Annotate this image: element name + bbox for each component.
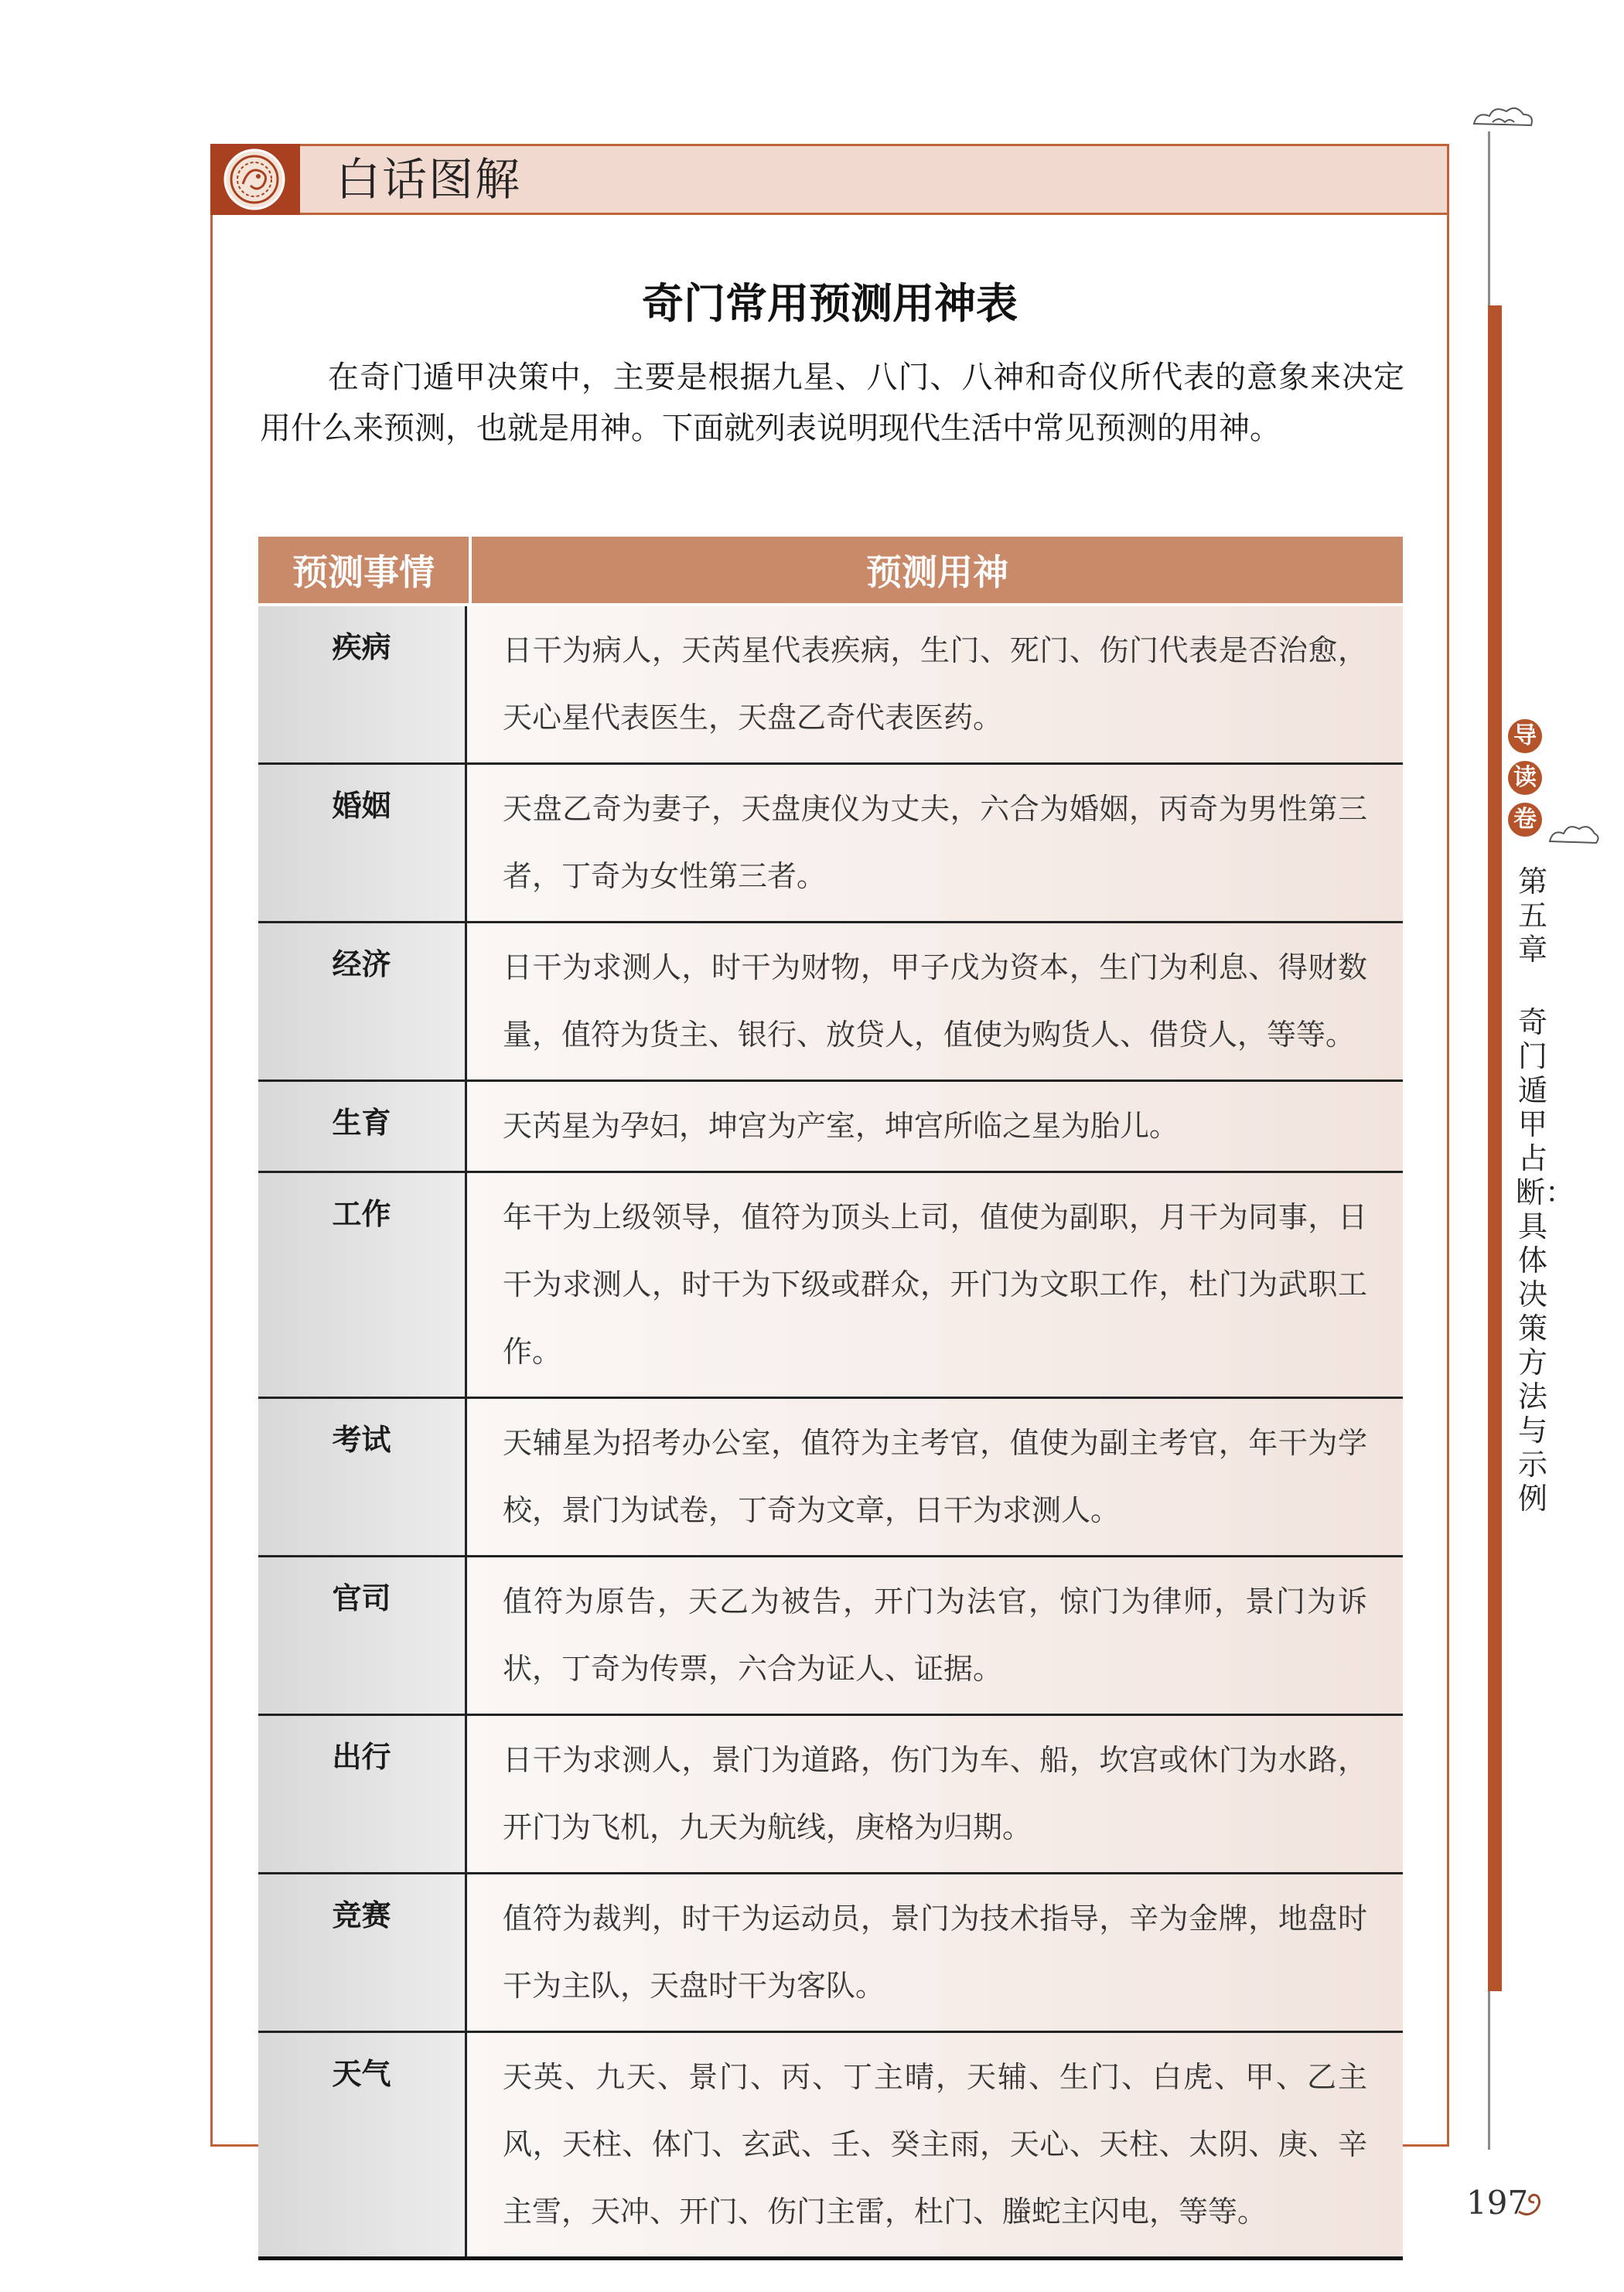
- table-row: [258, 1173, 1403, 1399]
- row-content: 日干为求测人，景门为道路，伤门为车、船，坎宫或休门为水路，开门为飞机，九天为航线，庚格为归期。: [467, 1716, 1403, 1872]
- table-row: [258, 923, 1403, 1082]
- row-label: 婚姻: [258, 765, 467, 921]
- dragon-medallion-icon: [218, 147, 291, 212]
- page-number: 197: [1466, 2184, 1529, 2222]
- row-content: 日干为病人，天芮星代表疾病，生门、死门、伤门代表是否治愈，天心星代表医生，天盘乙奇代表医药。: [467, 606, 1403, 762]
- cloud-ornament-icon: [1469, 101, 1536, 135]
- table-row: [258, 606, 1403, 765]
- table-row: [258, 1874, 1403, 2033]
- table-row: [258, 1399, 1403, 1557]
- badge-juan: 卷: [1508, 803, 1542, 837]
- row-content: 值符为裁判，时干为运动员，景门为技术指导，辛为金牌，地盘时干为主队，天盘时干为客队。: [467, 1874, 1403, 2031]
- table-header: [258, 537, 1403, 606]
- row-label: 经济: [258, 923, 467, 1079]
- swirl-ornament-icon: [1516, 2188, 1551, 2219]
- table-row: [258, 1082, 1403, 1173]
- margin-accent-bar: [1488, 305, 1502, 1991]
- row-label: 天气: [258, 2033, 467, 2256]
- column-header-topic: 预测事情: [258, 537, 472, 603]
- badge-du: 读: [1508, 761, 1542, 795]
- badge-dao: 导: [1508, 719, 1542, 753]
- row-label: 生育: [258, 1082, 467, 1171]
- table-row: [258, 1716, 1403, 1874]
- cloud-ornament-icon: [1547, 820, 1601, 851]
- row-content: 年干为上级领导，值符为顶头上司，值使为副职，月干为同事，日干为求测人，时干为下级或群众，开门为文职工作，杜门为武职工作。: [467, 1173, 1403, 1397]
- chapter-title: 奇门遁甲占断：具体决策方法与示例: [1516, 1005, 1575, 1516]
- row-content: 天芮星为孕妇，坤宫为产室，坤宫所临之星为胎儿。: [467, 1082, 1403, 1171]
- intro-paragraph: 在奇门遁甲决策中，主要是根据九星、八门、八神和奇仪所代表的意象来决定用什么来预测，也就是用神。下面就列表说明现代生活中常见预测的用神。: [260, 360, 1404, 446]
- table-row: [258, 765, 1403, 923]
- section-header-title: 白话图解: [336, 153, 522, 206]
- table-row: [258, 2033, 1403, 2260]
- row-label: 考试: [258, 1399, 467, 1555]
- row-label: 竞赛: [258, 1874, 467, 2031]
- row-label: 出行: [258, 1716, 467, 1872]
- row-content: 天辅星为招考办公室，值符为主考官，值使为副主考官，年干为学校，景门为试卷，丁奇为文章，日干为求测人。: [467, 1399, 1403, 1555]
- row-content: 天英、九天、景门、丙、丁主晴，天辅、生门、白虎、甲、乙主风，天柱、体门、玄武、壬、癸主雨，天心、天柱、太阴、庚、辛主雪，天冲、开门、伤门主雷，杜门、螣蛇主闪电，等等。: [467, 2033, 1403, 2256]
- row-label: 疾病: [258, 606, 467, 762]
- divination-table: [258, 537, 1403, 2260]
- table-row: [258, 1557, 1403, 1716]
- column-header-indicator: 预测用神: [866, 551, 1008, 593]
- row-label: 工作: [258, 1173, 467, 1397]
- chapter-number: 第五章: [1517, 865, 1547, 967]
- row-content: 值符为原告，天乙为被告，开门为法官，惊门为律师，景门为诉状，丁奇为传票，六合为证人、证据。: [467, 1557, 1403, 1714]
- page-title: 奇门常用预测用神表: [642, 279, 1018, 328]
- row-label: 官司: [258, 1557, 467, 1714]
- row-content: 天盘乙奇为妻子，天盘庚仪为丈夫，六合为婚姻，丙奇为男性第三者，丁奇为女性第三者。: [467, 765, 1403, 921]
- row-content: 日干为求测人，时干为财物，甲子戊为资本，生门为利息、得财数量，值符为货主、银行、放贷人，值使为购货人、借贷人，等等。: [467, 923, 1403, 1079]
